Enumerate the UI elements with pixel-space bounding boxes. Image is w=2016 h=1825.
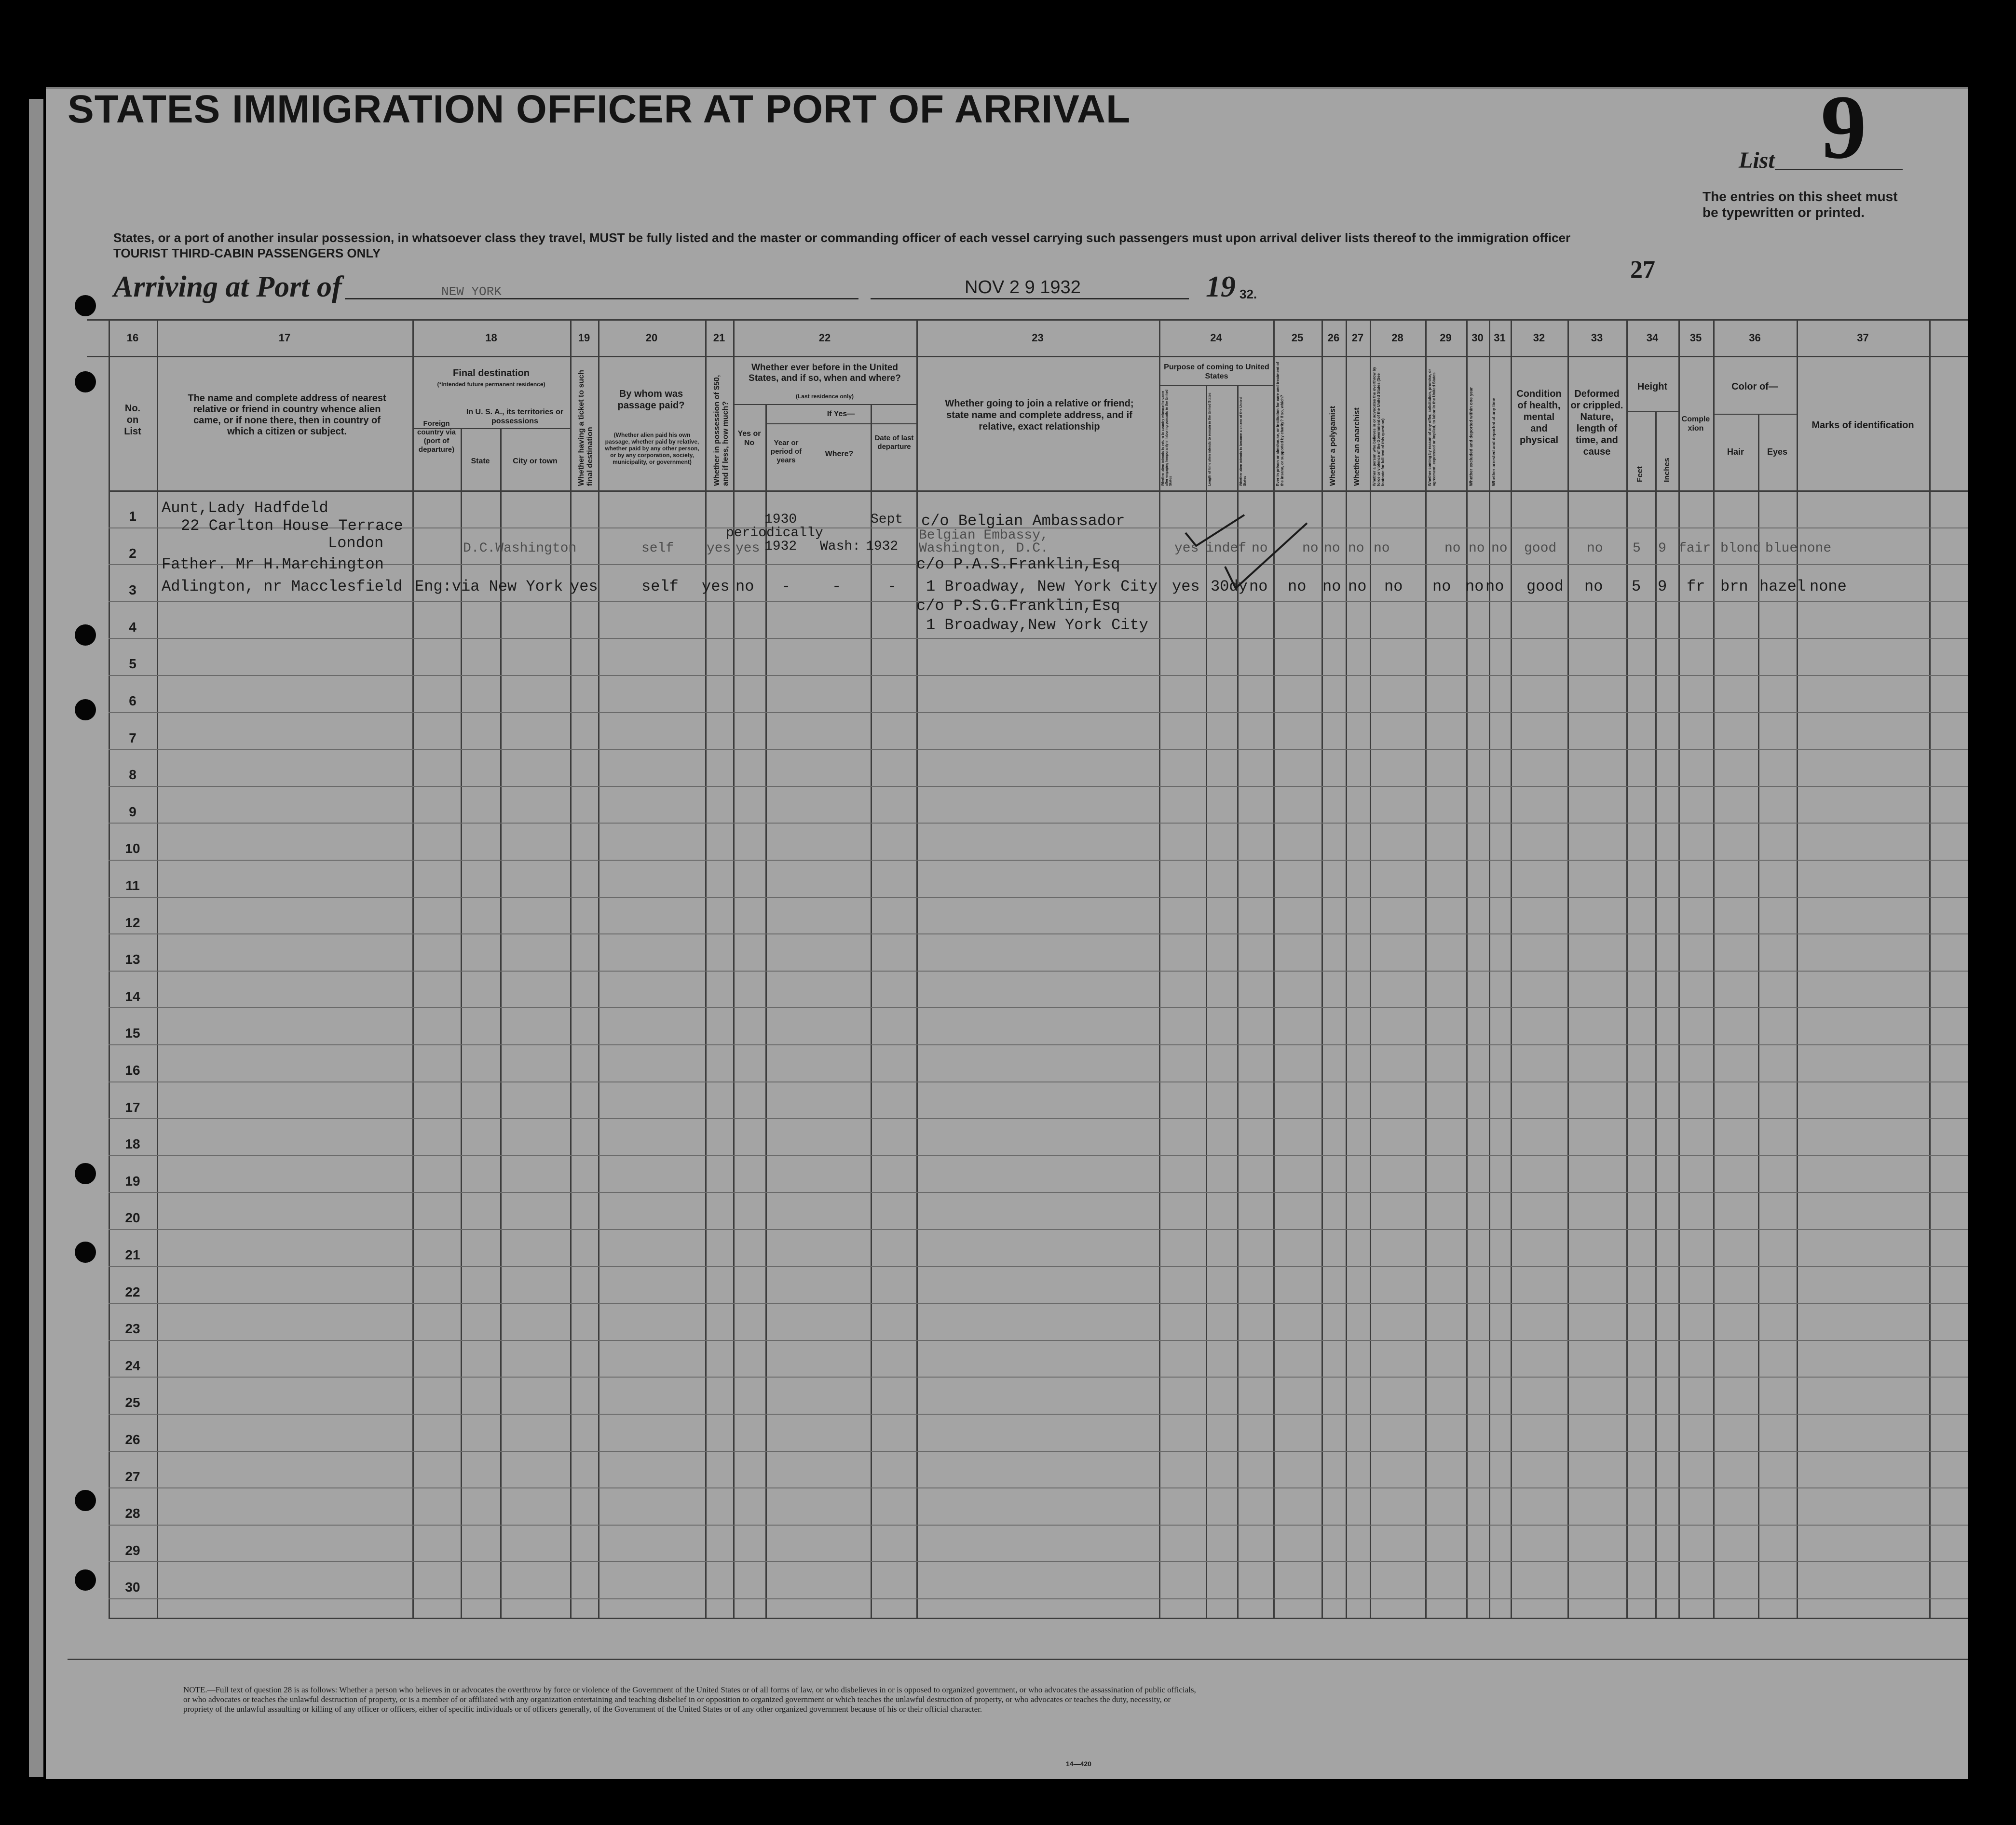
row-number: 12 [125,915,140,930]
head-overthrow: Whether a person who believes in or advocates the overthrow by force or violence of the Government of the United States (See footnote for full text of this question) [1372,366,1385,486]
row-number: 3 [129,582,136,597]
sub-rule [1713,414,1797,415]
col-number-34: 34 [1646,332,1659,344]
head-health: Condition of health, mental and physical [1516,389,1562,446]
r2-departure: - [887,578,897,595]
r2-join-line1: c/o P.A.S.Franklin,Esq [916,555,1120,573]
r1-purpose-b: indef [1206,541,1247,556]
col-number-30: 30 [1471,332,1484,344]
col-number-26: 26 [1327,332,1340,344]
col-sep [1206,386,1207,1618]
row-rule [109,1487,1968,1488]
grid-bottom [109,1618,1968,1619]
row-number: 17 [125,1100,140,1115]
row-number: 22 [125,1284,140,1299]
head-purpose: Purpose of coming to United States [1164,363,1269,380]
row-rule [109,860,1968,861]
r2-join-line2: 1 Broadway, New York City [926,578,1158,595]
row-number: 6 [129,693,136,708]
col-number-24: 24 [1210,332,1222,344]
port-underline [345,298,858,299]
row-rule [109,1044,1968,1045]
row-number: 20 [125,1210,140,1225]
row-rule [109,1007,1968,1008]
head-height: Height [1637,381,1668,392]
row-number: 21 [125,1247,140,1262]
head-yes-or-no: Yes or No [737,430,761,447]
row-number: 9 [129,804,136,819]
punch-hole [75,295,96,316]
row-number: 23 [125,1321,140,1336]
row-rule [109,786,1968,787]
head-feet: Feet [1636,466,1644,482]
arriving-label: Arriving at Port of [113,270,342,303]
r1-period-line3: 1932 [764,539,797,554]
r1-where: Wash: [820,539,861,554]
head-marks: Marks of identification [1812,420,1914,431]
row-number: 16 [125,1063,140,1078]
r2-relative-line2: Adlington, nr Macclesfield [162,578,403,595]
head-hair: Hair [1727,447,1744,457]
head-deformed: Deformed or crippled. Nature, length of time, and cause [1570,389,1623,457]
r1-money: yes [707,541,731,556]
col-number-28: 28 [1391,332,1403,344]
head-foreign-country: Foreign country via (port of departure) [417,419,456,454]
col-sep [570,321,572,1618]
head-anarchist: Whether an anarchist [1353,407,1361,486]
r2-excluded: no [1465,578,1484,595]
head-purpose-a: Whether alien intends to return to country whence he came after engaging temporarily in laboring pursuits in the United States [1161,390,1172,486]
head-color-of: Color of— [1731,381,1778,392]
row-number: 2 [129,546,136,561]
r1-departure-line2: 1932 [866,539,899,554]
head-arrested: Whether arrested and deported at any time [1491,397,1496,486]
port-stamp: NEW YORK [441,284,502,299]
row-number: 25 [125,1395,140,1410]
row-number: 5 [129,656,136,671]
r1-complexion: fair [1678,541,1711,556]
col-number-27: 27 [1351,332,1364,344]
r2-join-line4: 1 Broadway,New York City [926,616,1148,634]
list-number: 9 [1821,77,1866,178]
list-label: List [1739,148,1775,173]
col-sep [1511,321,1512,1618]
row-number: 13 [125,952,140,967]
head-eyes: Eyes [1767,447,1788,457]
check-mark-icon [1215,521,1312,593]
head-polygamist: Whether a polygamist [1329,406,1337,486]
col-number-16: 16 [126,332,139,344]
head-last-residence: (Last residence only) [795,393,854,400]
head-no-on-list: No. on List [124,403,141,437]
r1-join-line2: Belgian Embassy, [919,528,1049,543]
col-sep [1370,321,1371,1618]
r1-arrested: no [1491,541,1508,556]
col-sep [598,321,599,1618]
row-rule [109,1192,1968,1193]
row-number: 29 [125,1543,140,1558]
header-rule-bottom [109,490,1968,492]
head-final-destination: Final destination [453,368,530,379]
r1-excluded: no [1469,541,1485,556]
head-by-whom-note: (Whether alien paid his own passage, whether paid by relative, whether paid by any other person, or by any corporation, society, municipality, or government) [605,432,699,465]
r1-purpose-a: yes [1174,541,1199,556]
r2-purpose-c: no [1249,578,1268,595]
col-number-18: 18 [485,332,497,344]
head-ticket: Whether having a ticket to such final destination [577,370,594,486]
r1-period-line2: periodically [726,526,823,541]
r2-paid-by: self [641,578,679,595]
row-number: 14 [125,989,140,1004]
row-rule [109,638,1968,639]
row-rule [109,823,1968,824]
row-rule [109,1525,1968,1526]
r1-marks: none [1799,541,1832,556]
head-purpose-b: Length of time alien intends to remain in the United States [1208,392,1212,486]
sheet-edge [29,99,43,1777]
col-sep [1159,321,1160,1618]
row-rule [109,1451,1968,1452]
head-ever-before: Whether ever before in the United States, and if so, when and where? [749,363,901,383]
r2-destination: Eng:via New York [415,578,563,595]
r2-complexion: fr [1687,578,1705,595]
row-rule [109,1229,1968,1230]
r2-hair: brn [1720,578,1748,595]
col-sep [1567,321,1569,1618]
header-rule-numbers [87,356,1968,357]
row-number: 1 [129,509,136,524]
punch-hole [75,1490,96,1511]
row-number: 18 [125,1136,140,1151]
r2-prison: no [1288,578,1307,595]
col-number-33: 33 [1591,332,1603,344]
row-number: 30 [125,1580,140,1595]
col-sep [1466,321,1468,1618]
col-number-21: 21 [713,332,725,344]
r2-period: - [781,578,791,595]
row-rule [109,1414,1968,1415]
row-rule [109,1081,1968,1082]
sub-rule [1159,385,1273,386]
row-number: 24 [125,1358,140,1373]
r2-purpose-a: yes [1172,578,1200,595]
col-number-37: 37 [1857,332,1869,344]
head-nearest-relative: The name and complete address of nearest relative or friend in country whence alien came, or if none there, then in country of which a citizen or subject. [188,393,386,437]
row-rule [109,675,1968,676]
sub-rule [1626,411,1678,412]
header-rule-top [87,319,1968,321]
col-sep [1713,321,1715,1618]
r1-period-line1: 1930 [764,512,797,527]
r2-overthrow: no [1384,578,1403,595]
class-line: TOURIST THIRD-CABIN PASSENGERS ONLY [113,246,381,260]
head-state: State [471,457,490,465]
r1-deformed: no [1587,541,1603,556]
col-number-25: 25 [1291,332,1304,344]
r2-eyes: hazel [1759,578,1806,595]
row-rule [109,1340,1968,1341]
col-sep [733,321,735,1618]
sheet-foot-rule [68,1659,1968,1660]
row-rule [109,749,1968,750]
r1-relative-line1: Aunt,Lady Hadfdeld [162,499,328,517]
row-number: 4 [129,620,136,635]
r2-arrested: no [1485,578,1504,595]
row-rule [109,971,1968,972]
r1-prison: no [1302,541,1319,556]
r1-offer: no [1444,541,1461,556]
r2-join-line3: c/o P.S.G.Franklin,Esq [916,597,1120,615]
row-rule [109,1561,1968,1562]
head-city: City or town [513,457,558,465]
head-where: Where? [825,450,854,458]
punch-hole [75,1569,96,1591]
head-if-yes: If Yes— [827,410,855,418]
head-offer: Whether coming by reason of any offer, solicitation, promise, or agreement, expressed or implied, to labor in the United States [1428,369,1436,486]
col-number-35: 35 [1689,332,1702,344]
head-join-relative: Whether going to join a relative or friend; state name and complete address, and if relative, exact relationship [945,398,1134,432]
footnote: NOTE.—Full text of question 28 is as follows: Whether a person who believes in or advocates the overthrow by force or violence of the Government of the United States or of all forms of law, or who disbelieves in or is opposed to organized government, or who advocates the assassination of public officials, or who advocates or teaches the unlawful destruction of property, or is a member of or affiliated with any organization entertaining and teaching disbelief in or opposition to organized government or which teaches the unlawful destruction of property, or who advocates or teaches the duty, necessity, or propriety of the unlawful assaulting or killing of any officer or officers, either of specific individuals or of officers generally, of the Government of the United States or of any other organized government because of his or their official character. [183,1685,1196,1714]
row-rule [109,1118,1968,1119]
margin-number: 27 [1630,256,1655,284]
row-number: 28 [125,1506,140,1521]
r2-feet: 5 [1632,578,1641,595]
form-title: STATES IMMIGRATION OFFICER AT PORT OF ARRIVAL [68,87,1131,131]
r1-destination: D.C.Washington [463,541,577,556]
punch-hole [75,624,96,646]
head-prison: Ever in prison or almshouse, or institution for care and treatment of the insane, or supported by charity? If so, which? [1276,362,1284,486]
punch-hole [75,1163,96,1184]
punch-hole [75,371,96,392]
r1-feet: 5 [1633,541,1641,556]
col-sep [916,321,918,1618]
head-excluded: Whether excluded and deported within one year [1469,387,1473,486]
col-sep [1273,321,1275,1618]
head-year-period: Year or period of years [770,439,802,464]
r1-departure-line1: Sept [871,512,903,527]
col-number-36: 36 [1749,332,1761,344]
r1-paid-by: self [641,541,674,556]
r2-offer: no [1432,578,1451,595]
r2-anarchist: no [1348,578,1367,595]
r1-health: good [1524,541,1557,556]
row-number: 19 [125,1174,140,1189]
r1-overthrow: no [1374,541,1390,556]
col-number-23: 23 [1032,332,1044,344]
r2-deformed: no [1584,578,1603,595]
form-subtitle: States, or a port of another insular possession, in whatsoever class they travel, MUST be fully listed and the master or commanding officer of each vessel carrying such passengers must upon arrival deliver lists thereof to the immigration officer [113,230,1571,245]
col-number-19: 19 [578,332,590,344]
col-sep [1489,321,1490,1618]
head-complexion: Complexion [1681,415,1710,433]
row-number: 10 [125,841,140,856]
col-sep [1346,321,1347,1618]
r1-join-line1: c/o Belgian Ambassador [921,512,1125,530]
r1-before: yes [736,541,760,556]
row-rule [109,1303,1968,1304]
row-number: 15 [125,1026,140,1041]
r2-before: no [736,578,754,595]
r1-relative-line2: 22 Carlton House Terrace [181,517,403,535]
date-underline [871,298,1189,299]
head-purpose-c: Whether alien intends to become a citizen of the United States [1240,397,1247,486]
row-number: 27 [125,1469,140,1484]
col-sep [412,321,414,1618]
head-inches: Inches [1663,458,1671,482]
col-sep [500,429,502,1618]
row-number: 8 [129,767,136,782]
r2-money: yes [702,578,730,595]
r1-eyes: blue [1765,541,1798,556]
r2-ticket: yes [570,578,598,595]
head-by-whom-paid: By whom was passage paid? [617,389,685,411]
col-sep [157,321,158,1618]
arrival-date-stamp: NOV 2 9 1932 [965,277,1081,297]
col-number-17: 17 [278,332,291,344]
col-sep [1678,321,1680,1618]
r2-inches: 9 [1658,578,1667,595]
row-rule [109,712,1968,713]
r1-anarchist: no [1348,541,1364,556]
col-sep [1655,412,1657,1618]
r1-hair: blond [1720,541,1761,556]
r1-purpose-c: no [1252,541,1268,556]
col-sep [1321,321,1323,1618]
r1-join-line3: Washington, D.C. [919,541,1049,556]
r1-relative-line3: London [328,534,384,552]
row-rule [109,1598,1968,1599]
instructions-line2: be typewritten or printed. [1703,205,1865,220]
row-rule [109,933,1968,934]
col-number-32: 32 [1533,332,1545,344]
row-rule [109,1155,1968,1156]
col-number-31: 31 [1494,332,1506,344]
r2-where: - [832,578,842,595]
row-rule [109,897,1968,898]
r2-health: good [1526,578,1564,595]
col-number-22: 22 [818,332,831,344]
r1-inches: 9 [1658,541,1666,556]
year-suffix: 32. [1240,287,1257,301]
year-prefix: 19 [1206,270,1236,303]
r2-polygamist: no [1322,578,1341,595]
col-sep [1929,321,1931,1618]
col-number-20: 20 [645,332,658,344]
col-sep [1425,321,1427,1618]
row-number: 11 [125,878,140,893]
col-sep [765,405,767,1618]
row-number: 26 [125,1432,140,1447]
head-fifty-dollars: Whether in possession of $50, and if less, how much? [713,375,730,486]
sub-rule [765,423,916,424]
col-sep [871,405,872,1618]
form-number: 14—420 [1066,1760,1091,1768]
r2-purpose-b: 30dy [1211,578,1248,595]
sub-rule [733,404,916,405]
row-rule [109,1266,1968,1267]
col-number-29: 29 [1440,332,1452,344]
head-date-departure: Date of last departure [874,434,914,451]
row-number: 7 [129,730,136,745]
punch-hole [75,1242,96,1263]
head-final-destination-note: (*Intended future permanent residence) [437,381,545,388]
row-rule [109,1377,1968,1378]
instructions-line1: The entries on this sheet must [1703,189,1898,204]
col-sep [1797,321,1798,1618]
r2-relative-line1: Father. Mr H.Marchington [162,555,384,573]
r2-marks: none [1810,578,1847,595]
r1-polygamist: no [1324,541,1340,556]
punch-hole [75,699,96,720]
col-sep [1626,321,1628,1618]
col-sep [705,321,707,1618]
col-sep [461,429,462,1618]
head-usa-territories: In U. S. A., its territories or possessions [466,408,564,425]
